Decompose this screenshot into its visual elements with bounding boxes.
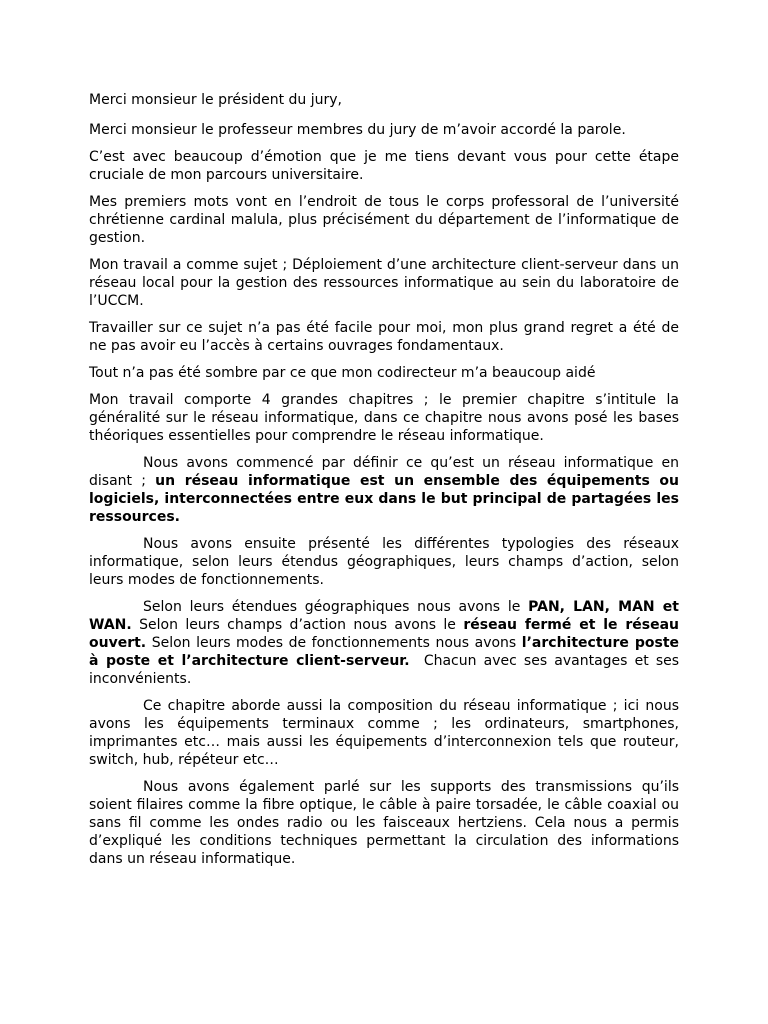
- network-types-text-2: Selon leurs champs d’action nous avons le: [139, 617, 456, 633]
- paragraph-first-words: Mes premiers mots vont en l’endroit de tous le corps professoral de l’université chrétienne cardinal malula, plus précisément du département de l’informatique de gestion.: [89, 194, 679, 246]
- paragraph-network-types: [89, 598, 679, 688]
- paragraph-difficulties: Travailler sur ce sujet n’a pas été facile pour moi, mon plus grand regret a été de ne pas avoir eu l’accès à certains ouvrages fondamentaux.: [89, 320, 679, 354]
- paragraph-emotion: C’est avec beaucoup d’émotion que je me tiens devant vous pour cette étape cruciale de mon parcours universitaire.: [89, 149, 679, 183]
- paragraph-greeting-president: Merci monsieur le président du jury,: [89, 92, 342, 108]
- definition-bold: un réseau informatique est un ensemble des équipements ou logiciels, interconnectées entre eux dans le but principal de partagées les ressources.: [89, 473, 680, 525]
- network-types-bold-3: l’architecture poste à poste et l’architecture client-serveur.: [89, 635, 680, 669]
- paragraph-codirector: Tout n’a pas été sombre par ce que mon codirecteur m’a beaucoup aidé: [89, 365, 596, 381]
- network-types-text-1: Selon leurs étendues géographiques nous avons le: [143, 599, 521, 615]
- network-types-bold-1: PAN, LAN, MAN et WAN.: [89, 599, 679, 633]
- paragraph-composition: Ce chapitre aborde aussi la composition du réseau informatique ; ici nous avons les équipements terminaux comme ; les ordinateurs, smartphones, imprimantes etc… mais aussi les équipements d’interconnexion tels que routeur, switch, hub, répéteur etc…: [89, 698, 679, 768]
- paragraph-greeting-professor: Merci monsieur le professeur membres du jury de m’avoir accordé la parole.: [89, 122, 626, 138]
- network-types-text-3: Selon leurs modes de fonctionnements nous avons: [151, 635, 517, 651]
- paragraph-definition: [89, 454, 679, 526]
- network-types-text-4: Chacun avec ses avantages et ses inconvénients.: [89, 653, 680, 687]
- definition-intro: Nous avons commencé par définir ce qu’est un réseau informatique en disant ;: [89, 455, 679, 489]
- paragraph-chapters: Mon travail comporte 4 grandes chapitres ; le premier chapitre s’intitule la généralité sur le réseau informatique, dans ce chapitre nous avons posé les bases théoriques essentielles pour comprendre le réseau informatique.: [89, 392, 679, 444]
- paragraph-typologies: Nous avons ensuite présenté les différentes typologies des réseaux informatique, selon leurs étendus géographiques, leurs champs d’action, selon leurs modes de fonctionnements.: [89, 536, 679, 588]
- paragraph-transmission: Nous avons également parlé sur les supports des transmissions qu’ils soient filaires comme la fibre optique, le câble à paire torsadée, le câble coaxial ou sans fil comme les ondes radio ou les faisceaux hertziens. Cela nous a permis d’expliqué les conditions techniques permettant la circulation des informations dans un réseau informatique.: [89, 779, 679, 867]
- network-types-bold-2: réseau fermé et le réseau ouvert.: [89, 617, 680, 651]
- paragraph-subject: Mon travail a comme sujet ; Déploiement d’une architecture client-serveur dans un réseau local pour la gestion des ressources informatique au sein du laboratoire de l’UCCM.: [89, 257, 679, 309]
- document-body: [89, 91, 679, 877]
